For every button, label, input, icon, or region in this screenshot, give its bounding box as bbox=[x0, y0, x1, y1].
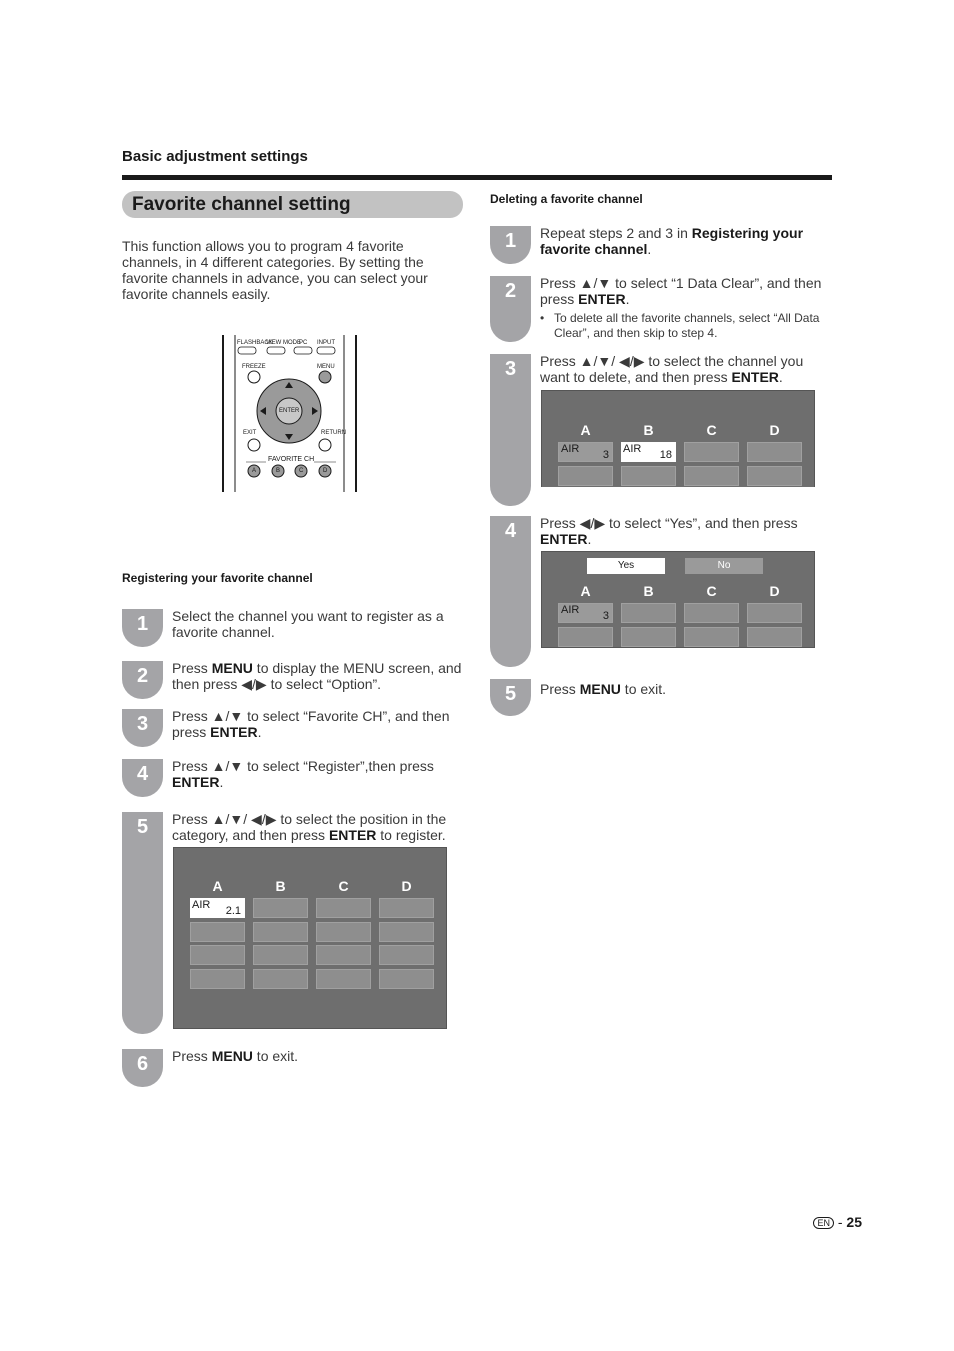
confirm-cell-a-value: 3 bbox=[602, 610, 609, 622]
delete-cell-b-tag: AIR bbox=[623, 443, 642, 455]
confirm-cell-d1[interactable] bbox=[747, 603, 802, 623]
step-bold-term: MENU bbox=[579, 681, 621, 697]
del-step-num-4: 4 bbox=[504, 520, 517, 542]
delete-cell-c1[interactable] bbox=[684, 442, 739, 462]
register-cell-d3[interactable] bbox=[379, 945, 434, 965]
register-cell-b2[interactable] bbox=[253, 922, 308, 942]
page-title: Favorite channel setting bbox=[122, 191, 463, 218]
register-cell-a3[interactable] bbox=[190, 945, 245, 965]
page-dash: - bbox=[837, 1214, 843, 1230]
step-bold-term: ENTER bbox=[210, 724, 258, 740]
reg-step-num-2: 2 bbox=[136, 665, 149, 687]
yes-button[interactable]: Yes bbox=[587, 558, 665, 574]
del-step-num-2: 2 bbox=[504, 280, 517, 302]
del-step-2-note: To delete all the favorite channels, select “All Data Clear”, and then skip to step 4. bbox=[554, 311, 820, 340]
reg-step-num-4: 4 bbox=[136, 763, 149, 785]
confirm-cell-d2[interactable] bbox=[747, 627, 802, 647]
step-bold-term: ENTER bbox=[328, 827, 377, 843]
reg-step-bar-5 bbox=[122, 812, 163, 1034]
register-cell-c1[interactable] bbox=[316, 898, 371, 918]
delete-col-b: B bbox=[643, 422, 654, 438]
remote-illustration bbox=[222, 335, 358, 493]
register-cell-a2[interactable] bbox=[190, 922, 245, 942]
register-cell-c4[interactable] bbox=[316, 969, 371, 989]
delete-confirm-screen bbox=[541, 551, 815, 648]
confirm-col-a: A bbox=[580, 583, 591, 599]
del-step-text-4: Press ◀/▶ to select “Yes”, and then press ENTER. bbox=[540, 515, 798, 547]
register-col-d: D bbox=[401, 878, 412, 894]
remote-fav-a: A bbox=[252, 468, 257, 474]
del-step-text-2: Press ▲/▼ to select “1 Data Clear”, and then press ENTER. bbox=[540, 275, 822, 307]
no-button[interactable]: No bbox=[685, 558, 763, 574]
step-bold-term: ENTER bbox=[540, 531, 588, 547]
remote-fav-c: C bbox=[299, 468, 304, 474]
register-cell-tag: AIR bbox=[192, 899, 211, 911]
confirm-cell-c1[interactable] bbox=[684, 603, 739, 623]
register-cell-b3[interactable] bbox=[253, 945, 308, 965]
register-cell-d1[interactable] bbox=[379, 898, 434, 918]
del-step-text-5: Press MENU to exit. bbox=[540, 681, 667, 697]
register-cell-b1[interactable] bbox=[253, 898, 308, 918]
delete-cell-a-value: 3 bbox=[602, 449, 609, 461]
reg-step-text-6: Press MENU to exit. bbox=[172, 1048, 299, 1064]
reg-step-text-3: Press ▲/▼ to select “Favorite CH”, and then press ENTER. bbox=[172, 708, 450, 740]
remote-svg bbox=[222, 335, 358, 493]
delete-cell-d1[interactable] bbox=[747, 442, 802, 462]
delete-col-d: D bbox=[769, 422, 780, 438]
remote-label-viewmode: VIEW MODE bbox=[266, 340, 302, 346]
remote-label-favorite: FAVORITE CH bbox=[268, 456, 315, 463]
confirm-col-b: B bbox=[643, 583, 654, 599]
delete-col-a: A bbox=[580, 422, 591, 438]
register-col-b: B bbox=[275, 878, 286, 894]
remote-label-menu: MENU bbox=[317, 364, 335, 370]
reg-step-text-4: Press ▲/▼ to select “Register”,then press ENTER. bbox=[172, 758, 434, 790]
remote-label-pc: PC bbox=[299, 340, 308, 346]
delete-cell-a2[interactable] bbox=[558, 466, 613, 486]
delete-cell-a1[interactable] bbox=[558, 442, 613, 462]
register-cell-c2[interactable] bbox=[316, 922, 371, 942]
delete-cell-d2[interactable] bbox=[747, 466, 802, 486]
step-bold-term: Registering your favorite channel bbox=[540, 225, 804, 257]
delete-cell-b-value: 18 bbox=[659, 449, 672, 461]
del-step-num-3: 3 bbox=[504, 358, 517, 380]
reg-step-num-5: 5 bbox=[136, 816, 149, 838]
confirm-cell-b1[interactable] bbox=[621, 603, 676, 623]
step-bold-term: ENTER bbox=[731, 369, 779, 385]
del-step-num-5: 5 bbox=[504, 683, 517, 705]
register-cell-b4[interactable] bbox=[253, 969, 308, 989]
page-number bbox=[813, 1214, 862, 1230]
delete-col-c: C bbox=[706, 422, 717, 438]
remote-fav-d: D bbox=[323, 468, 328, 474]
register-cell-a1[interactable] bbox=[190, 898, 245, 918]
confirm-col-c: C bbox=[706, 583, 717, 599]
header-rule bbox=[122, 175, 832, 180]
remote-label-input: INPUT bbox=[317, 340, 335, 346]
remote-label-exit: EXIT bbox=[243, 430, 257, 436]
delete-select-screen bbox=[541, 390, 815, 487]
register-screen bbox=[173, 847, 447, 1029]
register-col-a: A bbox=[212, 878, 223, 894]
language-badge: EN bbox=[813, 1217, 834, 1229]
register-cell-d2[interactable] bbox=[379, 922, 434, 942]
delete-cell-b2[interactable] bbox=[621, 466, 676, 486]
reg-step-num-1: 1 bbox=[136, 613, 149, 635]
del-step-num-1: 1 bbox=[504, 230, 517, 252]
del-step-2-bullet bbox=[540, 311, 830, 341]
intro-text: This function allows you to program 4 favorite channels, in 4 different categories. By setting the favorite channels in advance, you can select your favorite channels easily. bbox=[122, 238, 428, 302]
remote-label-return: RETURN bbox=[321, 430, 346, 436]
register-cell-a4[interactable] bbox=[190, 969, 245, 989]
del-step-text-3: Press ▲/▼/ ◀/▶ to select the channel you want to delete, and then press ENTER. bbox=[540, 353, 804, 385]
confirm-cell-b2[interactable] bbox=[621, 627, 676, 647]
delete-cell-b1[interactable] bbox=[621, 442, 676, 462]
delete-cell-a-tag: AIR bbox=[561, 443, 580, 455]
reg-step-text-5: Press ▲/▼/ ◀/▶ to select the position in the category, and then press ENTER to register. bbox=[172, 811, 447, 843]
reg-step-text-2: Press MENU to display the MENU screen, and then press ◀/▶ to select “Option”. bbox=[172, 660, 462, 692]
reg-step-num-6: 6 bbox=[136, 1053, 149, 1075]
confirm-cell-a-tag: AIR bbox=[561, 604, 580, 616]
confirm-col-d: D bbox=[769, 583, 780, 599]
registering-heading: Registering your favorite channel bbox=[122, 571, 313, 585]
remote-label-freeze: FREEZE bbox=[242, 364, 266, 370]
section-header: Basic adjustment settings bbox=[122, 148, 308, 165]
confirm-cell-c2[interactable] bbox=[684, 627, 739, 647]
deleting-heading: Deleting a favorite channel bbox=[490, 192, 643, 206]
register-cell-d4[interactable] bbox=[379, 969, 434, 989]
remote-label-flashback: FLASHBACK bbox=[237, 340, 273, 346]
step-bold-term: MENU bbox=[211, 1048, 253, 1064]
remote-label-enter: ENTER bbox=[279, 408, 300, 414]
confirm-cell-a2[interactable] bbox=[558, 627, 613, 647]
confirm-cell-a1[interactable] bbox=[558, 603, 613, 623]
reg-step-text-1: Select the channel you want to register as a favorite channel. bbox=[172, 608, 444, 640]
register-cell-value: 2.1 bbox=[225, 905, 241, 917]
reg-step-num-3: 3 bbox=[136, 713, 149, 735]
remote-fav-b: B bbox=[276, 468, 281, 474]
step-bold-term: MENU bbox=[211, 660, 253, 676]
del-step-text-1: Repeat steps 2 and 3 in Registering your favorite channel. bbox=[540, 225, 804, 257]
page-number-value: 25 bbox=[846, 1214, 862, 1230]
bullet-dot: • bbox=[540, 311, 545, 325]
step-bold-term: ENTER bbox=[172, 774, 220, 790]
delete-cell-c2[interactable] bbox=[684, 466, 739, 486]
step-bold-term: ENTER bbox=[578, 291, 626, 307]
register-col-c: C bbox=[338, 878, 349, 894]
register-cell-c3[interactable] bbox=[316, 945, 371, 965]
